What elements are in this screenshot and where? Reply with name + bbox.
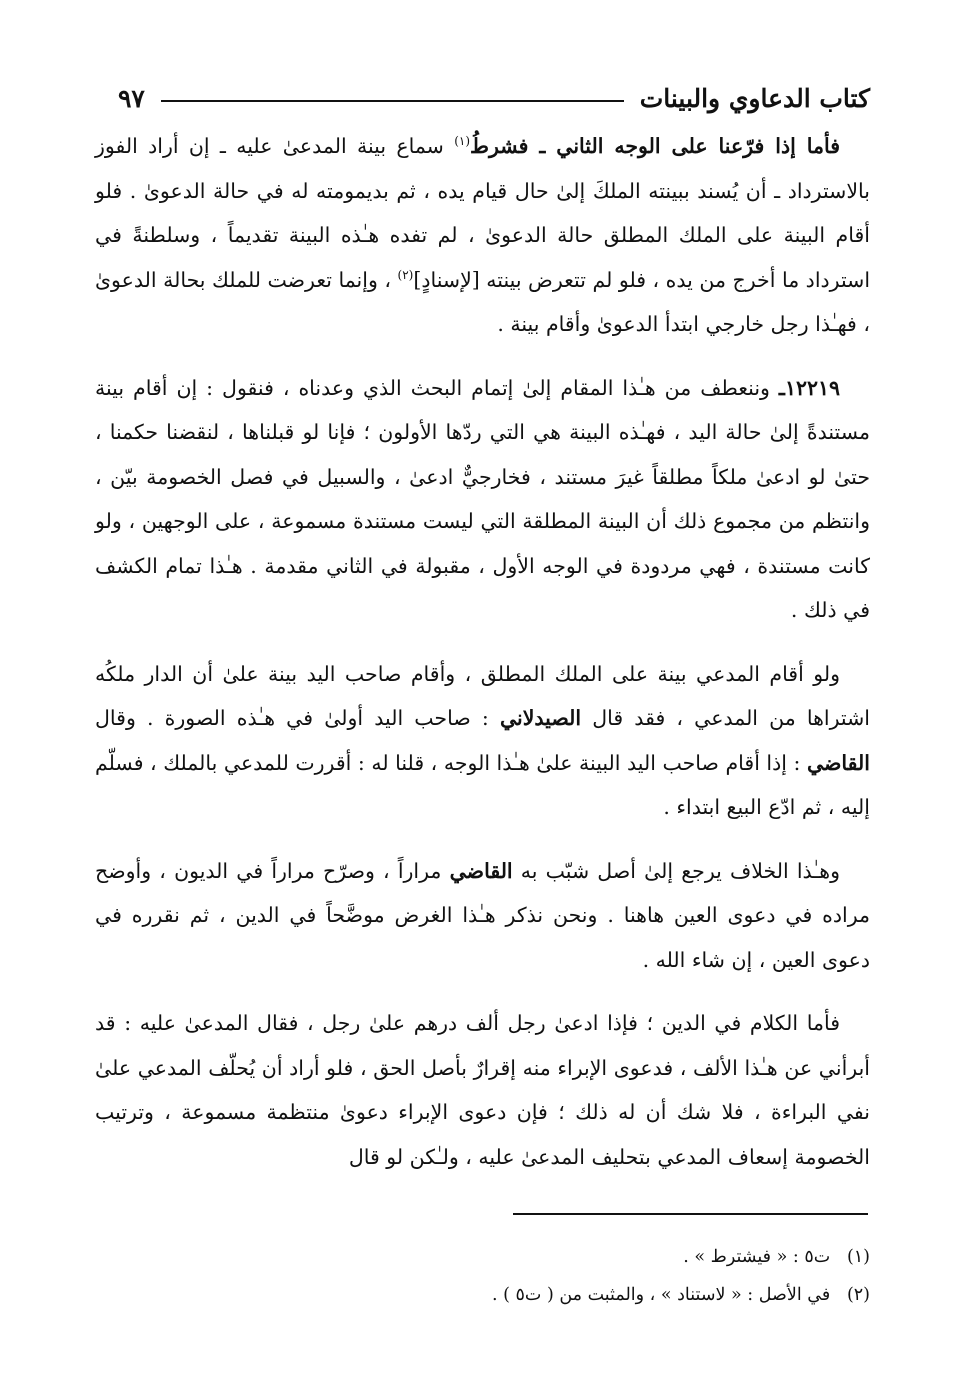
paragraph-3-text-b: : صاحب اليد أولىٰ في هـٰذه الصورة . وقال: [95, 706, 500, 730]
main-text: [95, 124, 870, 1198]
section-number: ١٢٢١٩ـ: [778, 375, 840, 400]
paragraph-1-text-end: ، وإنما تعرضت للملك بحالة الدعوىٰ ، فهـٰذا رجل خارجي ابتدأ الدعوىٰ وأقام بينة .: [95, 267, 870, 336]
paragraph-5: [95, 1001, 870, 1179]
footnotes: [95, 1238, 870, 1314]
footnote-1-number: (١): [846, 1247, 870, 1267]
footnote-ref-2: (٢): [397, 267, 414, 282]
paragraph-2-text: وننعطف من هـٰذا المقام إلىٰ إتمام البحث الذي وعدناه ، فنقول : إن أقام بينة مستندةً إلىٰ حالة اليد ، فهـٰذه البينة هي التي ردّها الأولون ؛ فإنا لو قبلناها ، لنقضنا حكمنا ، حتىٰ لو ادعىٰ ملكاً مطلقاً غيرَ مستند ، فخارجيٌّ ادعىٰ ، والسبيل في فصل الخصومة بيّن ، وانتظم من مجموع ذلك أن البينة المطلقة التي ليست مستندة مسموعة ، على الوجهين ، ولو كانت مستندة ، فهي مردودة في الوجه الأول ، مقبولة في الثاني مقدمة . هـٰذا تمام الكشف في ذلك .: [95, 375, 870, 622]
paragraph-4-text-a: وهـٰذا الخلاف يرجع إلىٰ أصل شبّب به: [512, 858, 841, 883]
paragraph-3: [95, 652, 870, 830]
footnote-1: [95, 1238, 870, 1276]
paragraph-4-text-b: مراراً ، وصرّح مراراً في الديون ، وأوضح مراده في دعوى العين هاهنا . ونحن نذكر هـٰذا الغرض موضَّحاً في الدين ، ثم نقرره في دعوى العين ، إن شاء الله .: [95, 858, 870, 972]
page-header: [118, 78, 870, 118]
page-number: ٩٧: [118, 83, 145, 113]
paragraph-4: [95, 849, 870, 983]
footnote-2-number: (٢): [846, 1285, 870, 1305]
footnote-1-text: ت٥ : « فيشترط » .: [683, 1247, 831, 1267]
header-rule: [161, 100, 624, 102]
paragraph-3-text-a: ولو أقام المدعي بينة على الملك المطلق ، وأقام صاحب اليد بينة علىٰ أن الدار ملكُه اشتراها من المدعي ، فقد قال: [95, 661, 870, 730]
name-qadi: القاضي: [806, 750, 870, 775]
name-qadi-2: القاضي: [449, 858, 513, 883]
name-saydalani: الصيدلاني: [499, 706, 582, 730]
footnote-ref-1: (١): [454, 134, 471, 149]
paragraph-1: [95, 124, 870, 347]
footnote-2-text: في الأصل : « لاستناد » ، والمثبت من ( ت٥ ) .: [491, 1285, 831, 1305]
paragraph-1-lead: فأما إذا فرّعنا على الوجه الثاني ـ فشرطُ: [470, 134, 840, 158]
paragraph-3-text-c: : إذا أقام صاحب اليد البينة علىٰ هـٰذا الوجه ، قلنا له : أقررت للمدعي بالملك ، فسلّم إليه ، ثم ادّع البيع ابتداء .: [95, 750, 870, 819]
footnote-separator: [513, 1213, 868, 1215]
paragraph-5-text: فأما الكلام في الدين ؛ فإذا ادعىٰ رجل ألف درهم علىٰ رجل ، فقال المدعىٰ عليه : قد أبرأني عن هـٰذا الألف ، فدعوى الإبراء منه إقرارٌ بأصل الحق ، فلو أراد أن يُحلّف المدعي علىٰ نفي البراءة ، فلا شك أن له ذلك ؛ فإن دعوى الإبراء دعوىٰ منتظمة مسموعة ، وترتيب الخصومة إسعاف المدعي بتحليف المدعىٰ عليه ، ولـٰكن لو قال: [95, 1011, 870, 1169]
paragraph-1-text: سماع بينة المدعىٰ عليه ـ إن أراد الفوز بالاسترداد ـ أن يُسند ببينته الملكَ إلىٰ حال قيام يده ، ثم بديمومته له في حالة الدعوىٰ . فلو أقام البينة على الملك المطلق حالة الدعوىٰ ، لم تفده هـٰذه البينة تقديماً ، وسلطنةً في استرداد ما أخرج من يده ، فلو لم تتعرض بينته [لإسنادٍ]: [95, 134, 871, 292]
paragraph-2: [95, 366, 870, 633]
running-title: كتاب الدعاوي والبينات: [639, 83, 870, 113]
footnote-2: [95, 1276, 870, 1314]
